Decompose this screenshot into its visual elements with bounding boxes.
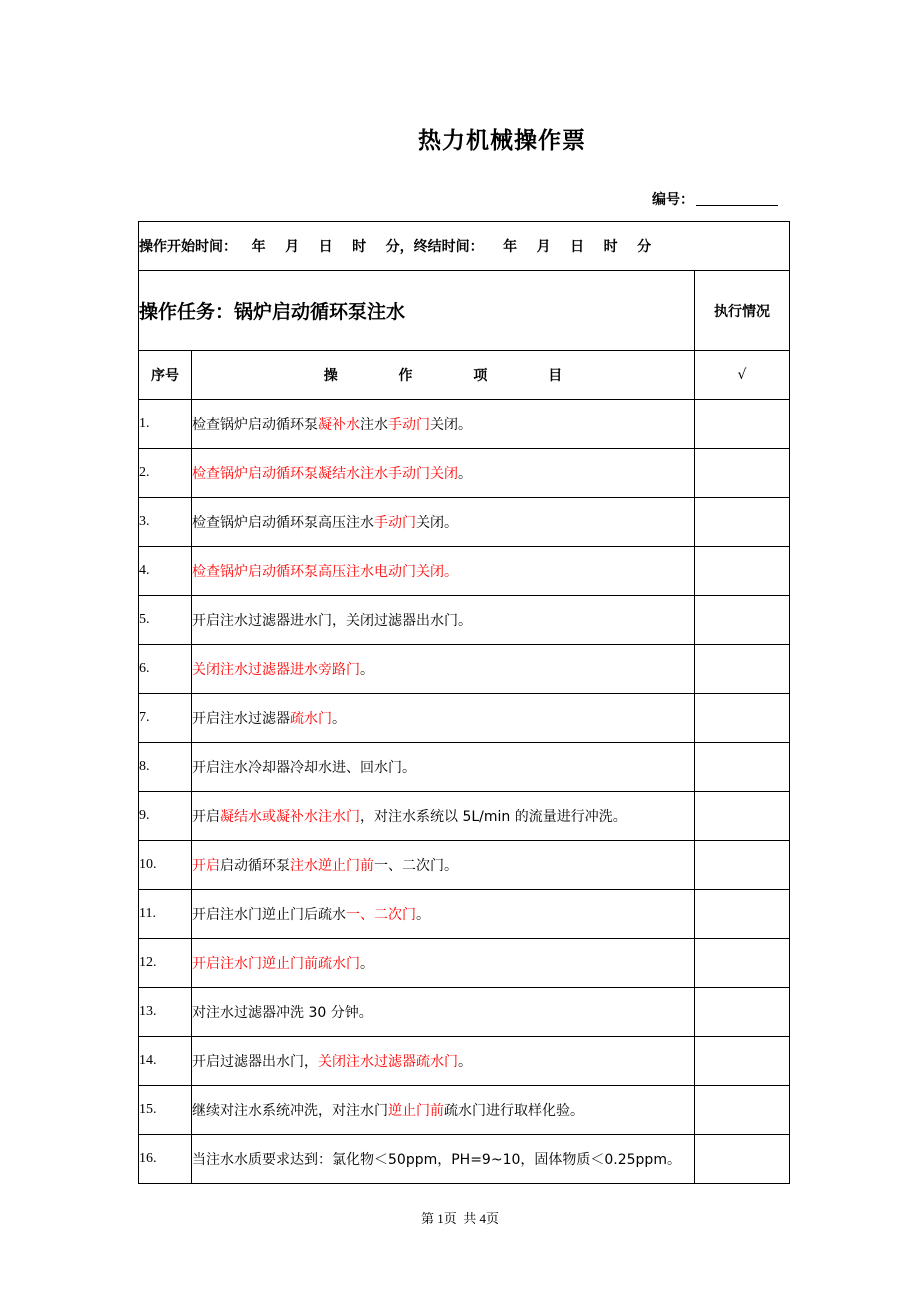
execution-check-cell[interactable] bbox=[695, 498, 790, 547]
table-row bbox=[139, 547, 790, 596]
execution-check-cell[interactable] bbox=[695, 1086, 790, 1135]
operation-table bbox=[138, 221, 790, 1184]
step-description bbox=[192, 498, 695, 547]
execution-check-cell[interactable] bbox=[695, 743, 790, 792]
table-row bbox=[139, 694, 790, 743]
table-row bbox=[139, 449, 790, 498]
step-text: 开启注水门逆止门后疏水 bbox=[192, 907, 346, 923]
execution-check-cell[interactable] bbox=[695, 939, 790, 988]
step-description bbox=[192, 400, 695, 449]
table-row bbox=[139, 645, 790, 694]
ticket-number-label: 编号： bbox=[652, 192, 694, 208]
highlighted-text: 手动门 bbox=[388, 417, 430, 433]
step-text: 当注水水质要求达到：氯化物＜50ppm，PH=9~10，固体物质＜0.25ppm。 bbox=[192, 1152, 681, 1168]
execution-check-cell[interactable] bbox=[695, 890, 790, 939]
step-text: 关闭。 bbox=[430, 417, 472, 433]
task-row bbox=[139, 271, 790, 351]
step-number: 12. bbox=[139, 939, 192, 988]
execution-check-cell[interactable] bbox=[695, 547, 790, 596]
step-number: 8. bbox=[139, 743, 192, 792]
step-description bbox=[192, 1086, 695, 1135]
step-description bbox=[192, 694, 695, 743]
step-number: 11. bbox=[139, 890, 192, 939]
step-text: ，对注水系统以 5L/min 的流量进行冲洗。 bbox=[360, 809, 627, 825]
table-row bbox=[139, 792, 790, 841]
step-text: 启动循环泵 bbox=[220, 858, 290, 874]
execution-check-cell[interactable] bbox=[695, 988, 790, 1037]
table-row bbox=[139, 939, 790, 988]
table-row bbox=[139, 1086, 790, 1135]
step-number: 9. bbox=[139, 792, 192, 841]
step-text: 对注水过滤器冲洗 30 分钟。 bbox=[192, 1005, 373, 1021]
highlighted-text: 凝结水或凝补水注水门 bbox=[220, 809, 360, 825]
step-text: 关闭。 bbox=[416, 515, 458, 531]
step-text: 一、二次门。 bbox=[374, 858, 458, 874]
step-text: 继续对注水系统冲洗，对注水门 bbox=[192, 1103, 388, 1119]
highlighted-text: 注水逆止门前 bbox=[290, 858, 374, 874]
execution-check-cell[interactable] bbox=[695, 792, 790, 841]
step-number: 3. bbox=[139, 498, 192, 547]
step-number: 5. bbox=[139, 596, 192, 645]
step-text: 开启注水过滤器 bbox=[192, 711, 290, 727]
step-text: 。 bbox=[458, 1054, 472, 1070]
step-number: 10. bbox=[139, 841, 192, 890]
step-description bbox=[192, 1135, 695, 1184]
step-number: 13. bbox=[139, 988, 192, 1037]
time-row bbox=[139, 222, 790, 271]
step-number: 4. bbox=[139, 547, 192, 596]
step-text: 开启注水冷却器冷却水进、回水门。 bbox=[192, 760, 416, 776]
highlighted-text: 关闭注水过滤器进水旁路门 bbox=[192, 662, 360, 678]
step-text: 。 bbox=[416, 907, 430, 923]
execution-check-cell[interactable] bbox=[695, 1037, 790, 1086]
step-text: 检查锅炉启动循环泵高压注水 bbox=[192, 515, 374, 531]
step-text: 疏水门进行取样化验。 bbox=[444, 1103, 584, 1119]
table-row bbox=[139, 400, 790, 449]
step-text: 检查锅炉启动循环泵 bbox=[192, 417, 318, 433]
highlighted-text: 关闭注水过滤器疏水门 bbox=[318, 1054, 458, 1070]
execution-check-cell[interactable] bbox=[695, 596, 790, 645]
step-text: 。 bbox=[360, 662, 374, 678]
operation-task: 操作任务：锅炉启动循环泵注水 bbox=[139, 271, 695, 351]
execution-check-cell[interactable] bbox=[695, 694, 790, 743]
table-row bbox=[139, 596, 790, 645]
step-description bbox=[192, 890, 695, 939]
table-row bbox=[139, 841, 790, 890]
table-row bbox=[139, 498, 790, 547]
operation-items-header: 操 作 项 目 bbox=[192, 351, 695, 400]
step-text: 开启注水过滤器进水门，关闭过滤器出水门。 bbox=[192, 613, 472, 629]
step-number: 15. bbox=[139, 1086, 192, 1135]
execution-check-cell[interactable] bbox=[695, 400, 790, 449]
execution-check-cell[interactable] bbox=[695, 1135, 790, 1184]
step-number: 7. bbox=[139, 694, 192, 743]
highlighted-text: 疏水门 bbox=[290, 711, 332, 727]
table-row bbox=[139, 988, 790, 1037]
execution-check-cell[interactable] bbox=[695, 645, 790, 694]
highlighted-text: 凝补水 bbox=[318, 417, 360, 433]
execution-check-cell[interactable] bbox=[695, 841, 790, 890]
operation-time-line[interactable]: 操作开始时间： 年 月 日 时 分，终结时间： 年 月 日 时 分 bbox=[139, 222, 790, 271]
column-header-row bbox=[139, 351, 790, 400]
highlighted-text: 手动门 bbox=[374, 515, 416, 531]
highlighted-text: 逆止门前 bbox=[388, 1103, 444, 1119]
table-row bbox=[139, 890, 790, 939]
ticket-number bbox=[652, 189, 778, 209]
execution-status-header: 执行情况 bbox=[695, 271, 790, 351]
step-text: 。 bbox=[458, 466, 472, 482]
step-description bbox=[192, 988, 695, 1037]
page-footer: 第 1页 共 4页 bbox=[420, 1211, 499, 1226]
step-description bbox=[192, 1037, 695, 1086]
step-description bbox=[192, 596, 695, 645]
highlighted-text: 检查锅炉启动循环泵凝结水注水手动门关闭 bbox=[192, 466, 458, 482]
table-row bbox=[139, 1037, 790, 1086]
step-description bbox=[192, 547, 695, 596]
step-description bbox=[192, 939, 695, 988]
highlighted-text: 开启 bbox=[192, 858, 220, 874]
step-number: 6. bbox=[139, 645, 192, 694]
step-text: 注水 bbox=[360, 417, 388, 433]
step-description bbox=[192, 792, 695, 841]
step-number: 16. bbox=[139, 1135, 192, 1184]
highlighted-text: 一、二次门 bbox=[346, 907, 416, 923]
ticket-number-blank[interactable] bbox=[696, 191, 778, 206]
sequence-header: 序号 bbox=[139, 351, 192, 400]
step-description bbox=[192, 645, 695, 694]
highlighted-text: 开启注水门逆止门前疏水门 bbox=[192, 956, 360, 972]
table-row bbox=[139, 743, 790, 792]
check-mark-header: √ bbox=[695, 351, 790, 400]
step-description bbox=[192, 743, 695, 792]
page-title: 热力机械操作票 bbox=[418, 128, 586, 154]
step-text: 开启过滤器出水门， bbox=[192, 1054, 318, 1070]
step-number: 2. bbox=[139, 449, 192, 498]
execution-check-cell[interactable] bbox=[695, 449, 790, 498]
step-text: 开启 bbox=[192, 809, 220, 825]
step-number: 1. bbox=[139, 400, 192, 449]
step-description bbox=[192, 449, 695, 498]
step-number: 14. bbox=[139, 1037, 192, 1086]
step-text: 。 bbox=[360, 956, 374, 972]
highlighted-text: 检查锅炉启动循环泵高压注水电动门关闭。 bbox=[192, 564, 458, 580]
step-description bbox=[192, 841, 695, 890]
table-row bbox=[139, 1135, 790, 1184]
step-text: 。 bbox=[332, 711, 346, 727]
